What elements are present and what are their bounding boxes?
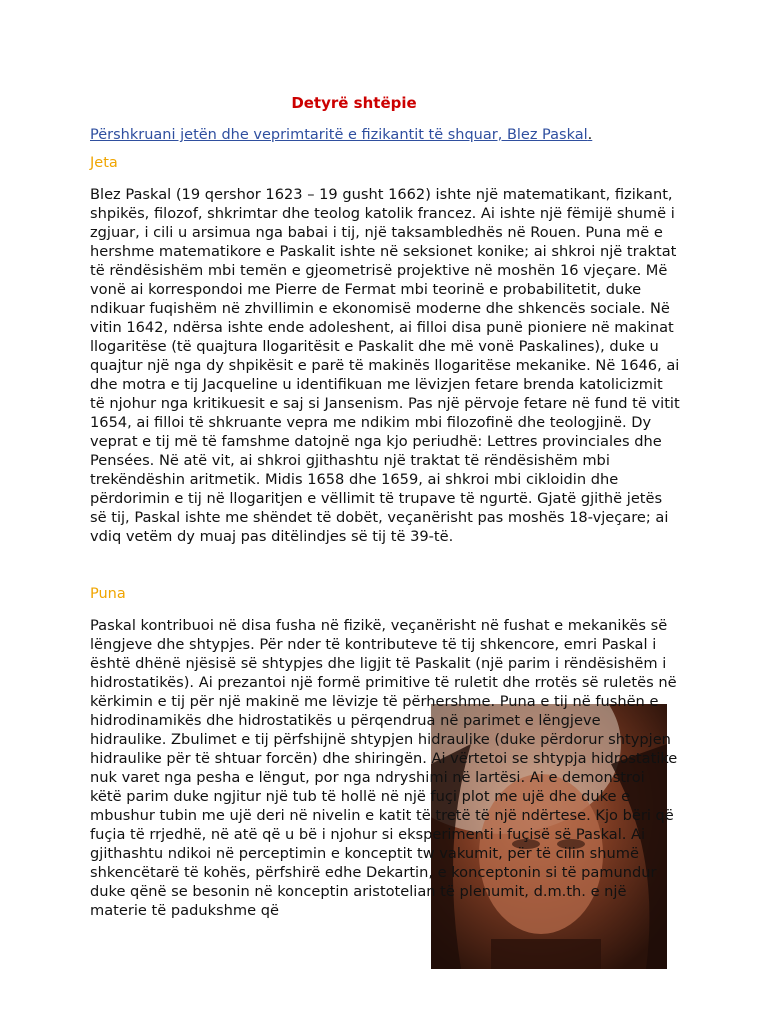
section-heading-jeta: Jeta: [90, 155, 118, 171]
section-body-jeta: Blez Paskal (19 qershor 1623 – 19 gusht 1662) ishte një matematikant, fizikant, shpikës, filozof, shkrimtar dhe teolog katolik francez. Ai ishte një fëmijë shumë i zgjuar, i cili u arsimua nga babai i tij, një taksambledhës në Rouen. Puna më e hershme matematikore e Paskalit ishte në seksionet konike; ai shkroi një traktat të rëndësishëm mbi temën e gjeometrisë projektive në moshën 16 vjeçare. Më vonë ai korrespondoi me Pierre de Fermat mbi teorinë e probabilitetit, duke ndikuar fuqishëm në zhvillimin e ekonomisë moderne dhe shkencës sociale. Në vitin 1642, ndërsa ishte ende adoleshent, ai filloi disa punë pioniere në makinat llogaritëse (të quajtura llogaritësit e Paskalit dhe më vonë Paskalines), duke u quajtur një nga dy shpikësit e parë të makinës llogaritëse mekanike. Në 1646, ai dhe motra e tij Jacqueline u identifikuan me lëvizjen fetare brenda katolicizmit të njohur nga kritikuesit e saj si Jansenism. Pas një përvoje fetare në fund të vitit 1654, ai filloi të shkruante vepra me ndikim mbi filozofinë dhe teologjinë. Dy veprat e tij më të famshme datojnë nga kjo periudhë: Lettres provinciales dhe Pensées. Në atë vit, ai shkroi gjithashtu një traktat të rëndësishëm mbi trekëndëshin aritmetik. Midis 1658 dhe 1659, ai shkroi mbi cikloidin dhe përdorimin e tij në llogaritjen e vëllimit të trupave të ngurtë. Gjatë gjithë jetës së tij, Paskal ishte me shëndet të dobët, veçanërisht pas moshës 18-vjeçare; ai vdiq vetëm dy muaj pas ditëlindjes së tij të 39-të.: [90, 186, 680, 545]
assignment-period: .: [587, 127, 593, 143]
assignment-text: Përshkruani jetën dhe veprimtaritë e fizikantit të shquar, Blez Paskal: [90, 127, 588, 143]
section-body-puna: Paskal kontribuoi në disa fusha në fizikë, veçanërisht në fushat e mekanikës së lëngjeve dhe shtypjes. Për nder të kontributeve të tij shkencore, emri Paskal i është dhënë njësisë së shtypjes dhe ligjit të Paskalit (një parim i rëndësishëm i hidrostatikës). Ai prezantoi një formë primitive të ruletit dhe rrotës së ruletës në kërkimin e tij për një makinë me lëvizje të përhershme. Puna e tij në fushën e hidrodinamikës dhe hidrostatikës u përqendrua në parimet e lëngjeve hidraulike. Zbulimet e tij përfshijnë shtypjen hidraulike (duke përdorur shtypjen hidraulike për të shtuar forcën) dhe shiringën. Ai vërtetoi se shtypja hidrostatike nuk varet nga pesha e lëngut, por nga ndryshimi në lartësi. Ai e demonstroi këtë parim duke ngjitur një tub të hollë në një fuçi plot me ujë dhe duke e mbushur tubin me ujë deri në nivelin e katit të tretë të një ndërtese. Kjo bëri që fuçia të rrjedhë, në atë që u bë i njohur si eksperimenti i fuçisë së Paskal. Ai gjithashtu ndikoi në perceptimin e konceptit tw vakumit, për të cilin shumë shkencëtarë të kohës, përfshirë edhe Dekartin, e konceptonin si të pamundur duke qënë se besonin në konceptin aristotelian të plenumit, d.m.th. e një materie të padukshme që: [90, 617, 678, 919]
section-heading-puna: Puna: [90, 586, 126, 602]
assignment-link[interactable]: [90, 127, 592, 143]
document-title: Detyrë shtëpie: [291, 94, 417, 112]
